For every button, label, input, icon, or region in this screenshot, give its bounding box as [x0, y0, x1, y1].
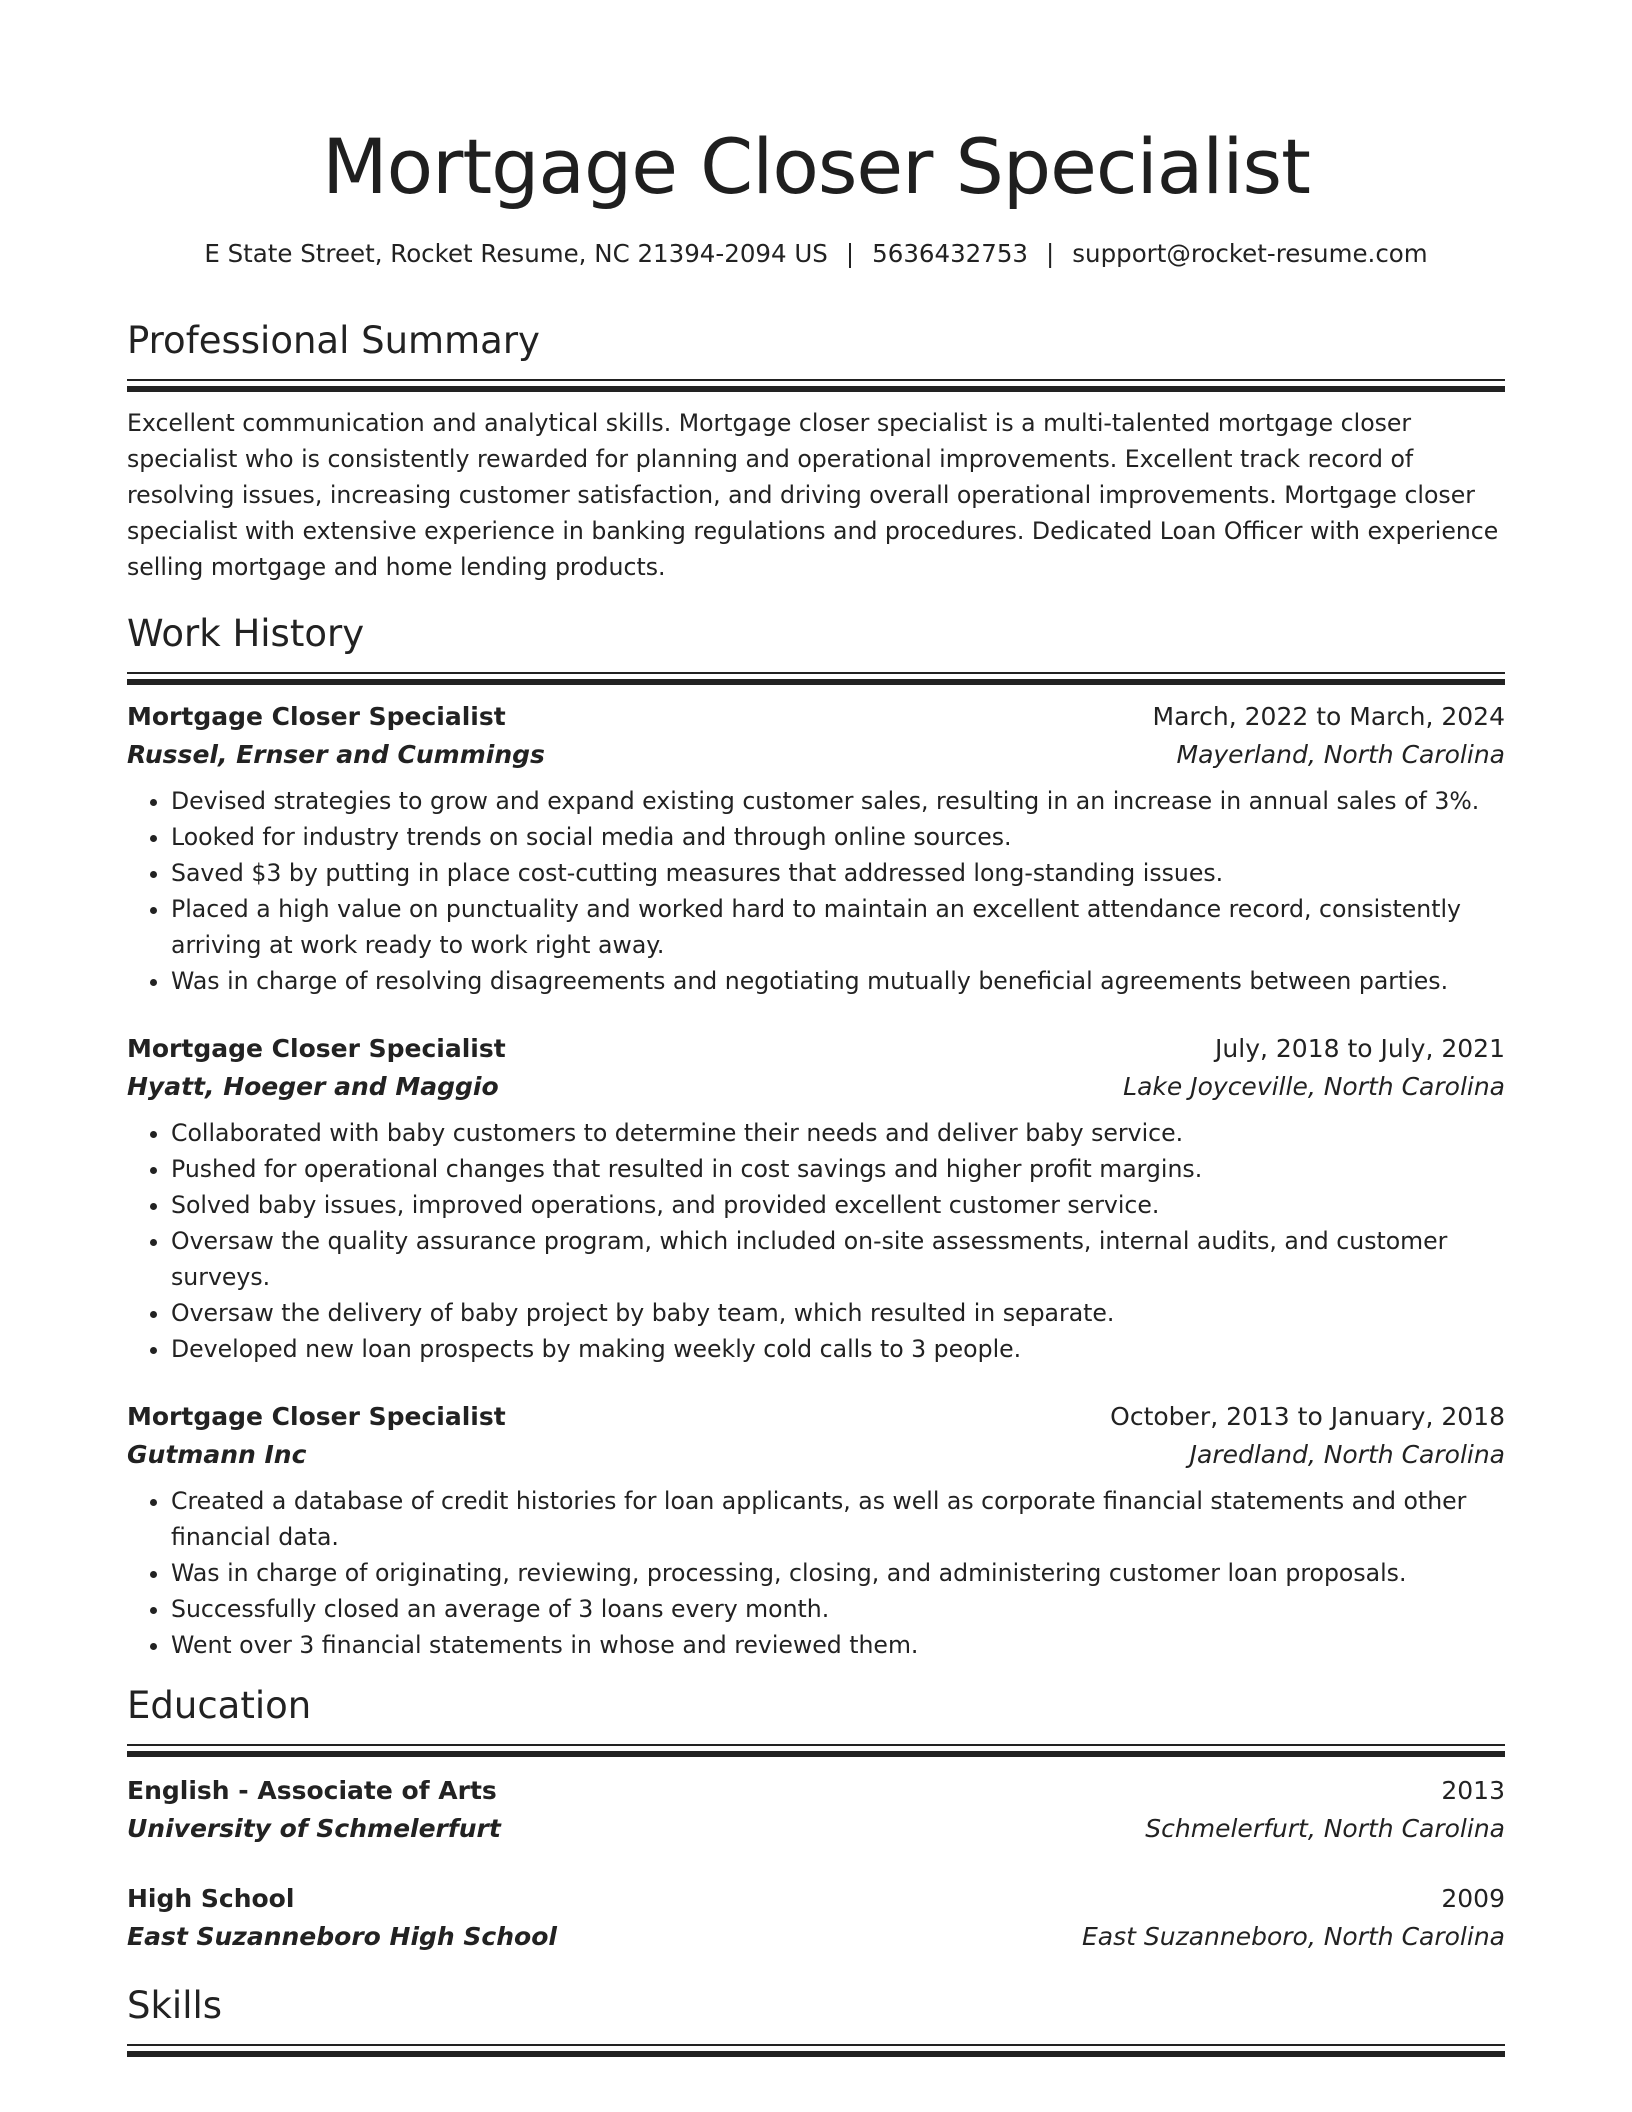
section-heading-skills: Skills	[127, 1984, 223, 2027]
job-bullet: • Developed new loan prospects by making weekly cold calls to 3 people.	[171, 1331, 1505, 1367]
section-heading-education: Education	[127, 1684, 312, 1727]
job-bullet: • Was in charge of originating, reviewing, processing, closing, and administering customer loan proposals.	[171, 1555, 1505, 1591]
education-degree: High School	[127, 1884, 295, 1913]
job-bullet: • Solved baby issues, improved operations, and provided excellent customer service.	[171, 1187, 1505, 1223]
job-bullet: • Placed a high value on punctuality and worked hard to maintain an excellent attendance record, consistently arriving at work ready to work right away.	[171, 891, 1505, 963]
skills-section	[127, 1983, 1505, 2057]
job-entry	[127, 1399, 1505, 1663]
job-dates: October, 2013 to January, 2018	[1110, 1402, 1505, 1431]
job-bullet: • Pushed for operational changes that resulted in cost savings and higher profit margins.	[171, 1151, 1505, 1187]
education-entry	[127, 1881, 1505, 1957]
job-bullet: • Devised strategies to grow and expand existing customer sales, resulting in an increase in annual sales of 3%.	[171, 783, 1505, 819]
education-school: East Suzanneboro High School	[127, 1922, 557, 1951]
contact-separator: |	[1046, 239, 1055, 268]
contact-email: support@rocket-resume.com	[1072, 239, 1428, 268]
summary-text: Excellent communication and analytical skills. Mortgage closer specialist is a multi-talented mortgage closer specialist who is consistently rewarded for planning and operational improvements. Excellent track record of resolving issues, increasing customer satisfaction, and driving overall operational improvements. Mortgage closer specialist with extensive experience in banking regulations and procedures. Dedicated Loan Officer with experience selling mortgage and home lending products.	[127, 409, 1499, 581]
job-location: Mayerland, North Carolina	[1176, 740, 1505, 769]
contact-address: E State Street, Rocket Resume, NC 21394-2094 US	[204, 239, 828, 268]
section-divider	[127, 672, 1505, 685]
education-location: Schmelerfurt, North Carolina	[1145, 1814, 1505, 1843]
job-bullets	[127, 1115, 1505, 1367]
job-dates: March, 2022 to March, 2024	[1152, 702, 1505, 731]
education-degree: English - Associate of Arts	[127, 1776, 497, 1805]
education-school: University of Schmelerfurt	[127, 1814, 501, 1843]
job-title: Mortgage Closer Specialist	[127, 702, 506, 731]
job-bullets	[127, 783, 1505, 999]
job-bullet: • Collaborated with baby customers to determine their needs and deliver baby service.	[171, 1115, 1505, 1151]
job-bullets	[127, 1483, 1505, 1663]
job-bullet: • Successfully closed an average of 3 loans every month.	[171, 1591, 1505, 1627]
job-company: Russel, Ernser and Cummings	[127, 740, 545, 769]
education-year: 2009	[1441, 1884, 1505, 1913]
work-history-section	[127, 611, 1505, 1663]
job-company: Hyatt, Hoeger and Maggio	[127, 1072, 499, 1101]
job-bullet: • Went over 3 financial statements in whose and reviewed them.	[171, 1627, 1505, 1663]
section-divider	[127, 1744, 1505, 1757]
section-divider	[127, 379, 1505, 392]
resume-name: Mortgage Closer Specialist	[322, 122, 1310, 211]
job-title: Mortgage Closer Specialist	[127, 1034, 506, 1063]
job-company: Gutmann Inc	[127, 1440, 307, 1469]
education-section	[127, 1683, 1505, 1957]
section-divider	[127, 2044, 1505, 2057]
job-location: Jaredland, North Carolina	[1189, 1440, 1505, 1469]
job-bullet: • Oversaw the quality assurance program, which included on-site assessments, internal audits, and customer surveys.	[171, 1223, 1505, 1295]
job-bullet: • Created a database of credit histories for loan applicants, as well as corporate financial statements and other financial data.	[171, 1483, 1505, 1555]
section-heading-work: Work History	[127, 612, 365, 655]
education-entry	[127, 1773, 1505, 1849]
job-entry	[127, 1031, 1505, 1367]
education-location: East Suzanneboro, North Carolina	[1081, 1922, 1505, 1951]
job-bullet: • Looked for industry trends on social media and through online sources.	[171, 819, 1505, 855]
job-title: Mortgage Closer Specialist	[127, 1402, 506, 1431]
education-year: 2013	[1441, 1776, 1505, 1805]
job-dates: July, 2018 to July, 2021	[1215, 1034, 1505, 1063]
contact-phone: 5636432753	[872, 239, 1029, 268]
section-heading-summary: Professional Summary	[127, 319, 540, 362]
job-bullet: • Was in charge of resolving disagreements and negotiating mutually beneficial agreements between parties.	[171, 963, 1505, 999]
job-location: Lake Joyceville, North Carolina	[1123, 1072, 1505, 1101]
summary-section	[127, 318, 1505, 585]
contact-line	[127, 238, 1505, 270]
job-entry	[127, 699, 1505, 999]
contact-separator: |	[845, 239, 855, 268]
job-bullet: • Saved $3 by putting in place cost-cutting measures that addressed long-standing issues.	[171, 855, 1505, 891]
job-bullet: • Oversaw the delivery of baby project by baby team, which resulted in separate.	[171, 1295, 1505, 1331]
